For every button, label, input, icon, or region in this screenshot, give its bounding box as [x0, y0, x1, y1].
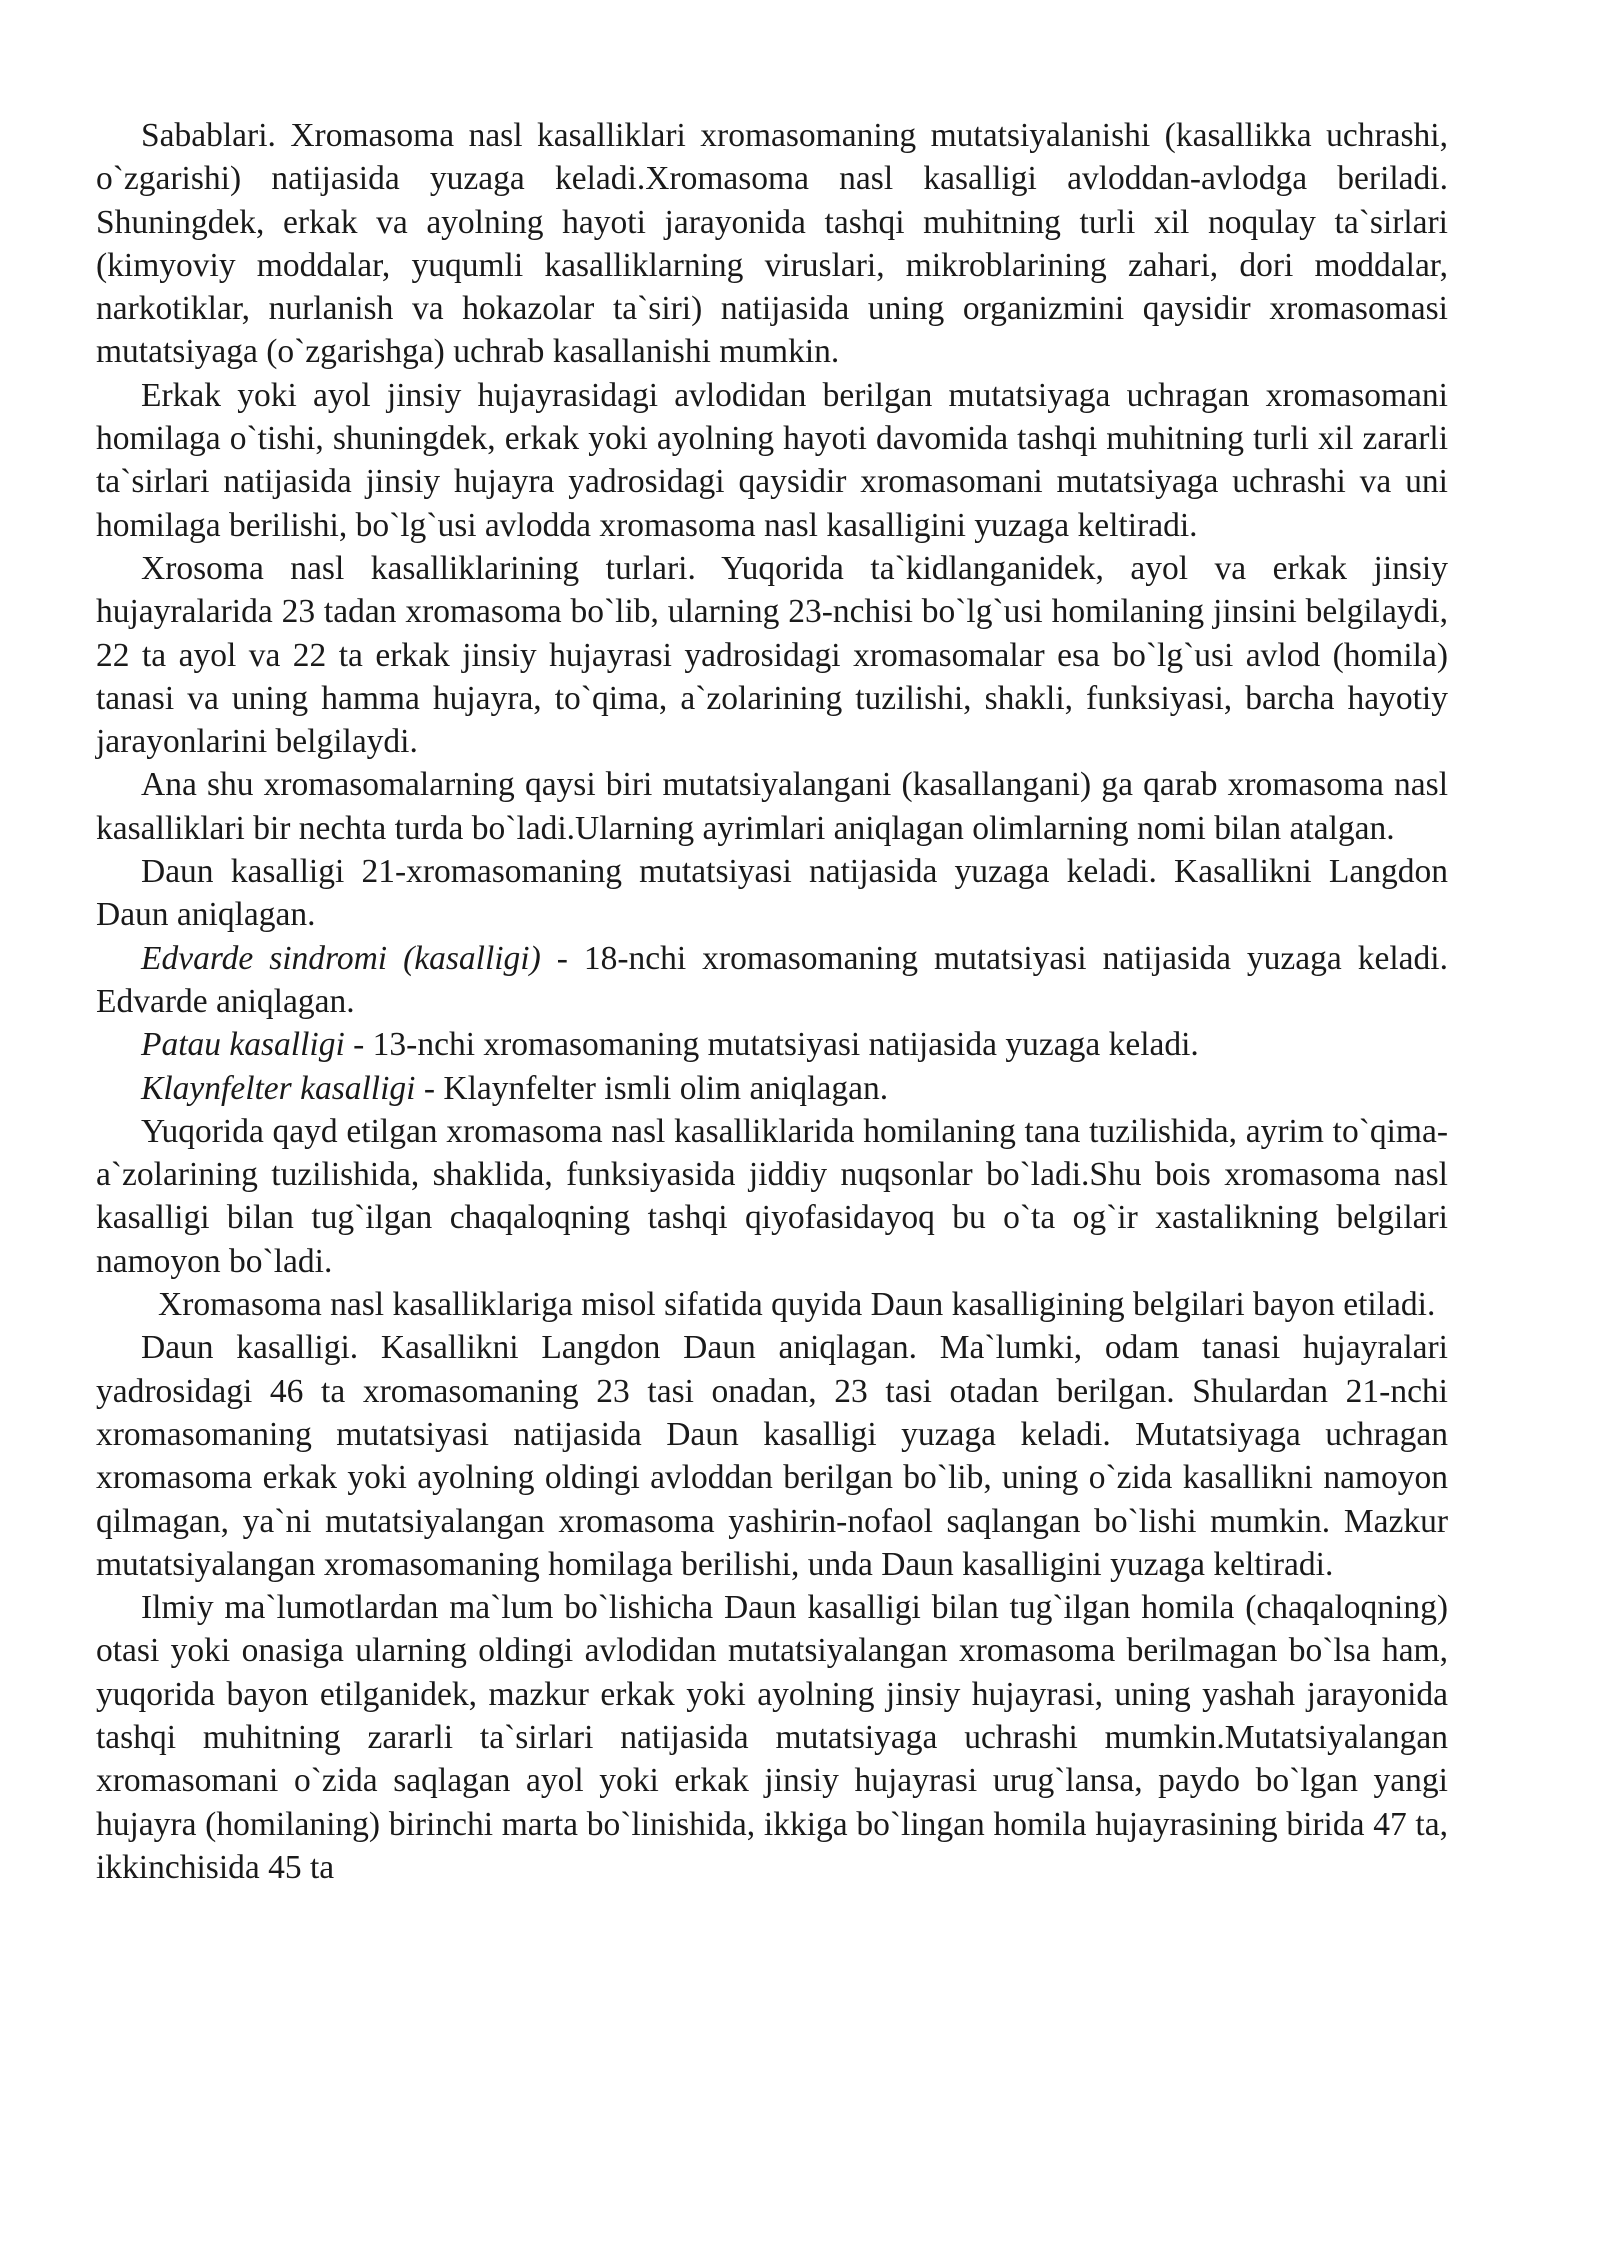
- paragraph-lead: Patau kasalligi: [141, 1026, 345, 1064]
- paragraph-text: - Klaynfelter ismli olim aniqlagan.: [415, 1069, 889, 1107]
- paragraph-yuqorida-qayd: [96, 1110, 1448, 1283]
- paragraph-sabablari: [96, 114, 1448, 374]
- paragraph-text: Xrosoma nasl kasalliklarining turlari. Yuqorida ta`kidlanganidek, ayol va erkak jinsiy hujayralarida 23 tadan xromasoma bo`lib, ularning 23-nchisi bo`lg`usi homilaning jinsini belgilaydi, 22 ta ayol va 22 ta erkak jinsiy hujayrasi yadrosidagi xromasomalar esa bo`lg`usi avlod (homila) tanasi va uning hamma hujayra, to`qima, a`zolarining tuzilishi, shakli, funksiyasi, barcha hayotiy jarayonlarini belgilaydi.: [96, 549, 1448, 761]
- paragraph-edvarde: [96, 937, 1448, 1024]
- paragraph-text: - 13-nchi xromasomaning mutatsiyasi natijasida yuzaga keladi.: [344, 1026, 1199, 1064]
- paragraph-text: Ana shu xromasomalarning qaysi biri mutatsiyalangani (kasallangani) ga qarab xromasoma nasl kasalliklari bir nechta turda bo`ladi.Ularning ayrimlari aniqlagan olimlarning nomi bilan atalgan.: [96, 766, 1448, 847]
- paragraph-turlari: [96, 547, 1448, 763]
- paragraph-daun-kasalligi-long: [96, 1326, 1448, 1586]
- paragraph-misol: [96, 1283, 1448, 1326]
- paragraph-text: - 18-nchi xromasomaning mutatsiyasi natijasida yuzaga keladi. Edvarde aniqlagan.: [96, 939, 1448, 1020]
- paragraph-lead: Edvarde sindromi (kasalligi): [141, 939, 541, 977]
- paragraph-klaynfelter: [96, 1067, 1448, 1110]
- paragraph-daun-kasalligi-short: [96, 850, 1448, 937]
- paragraph-text: Daun kasalligi. Kasallikni Langdon Daun aniqlagan. Ma`lumki, odam tanasi hujayralari yadrosidagi 46 ta xromasomaning 23 tasi onadan, 23 tasi otadan berilgan. Shulardan 21-nchi xromasomaning mutatsiyasi natijasida Daun kasalligi yuzaga keladi. Mutatsiyaga uchragan xromasoma erkak yoki ayolning oldingi avloddan berilgan bo`lib, uning o`zida kasallikni namoyon qilmagan, ya`ni mutatsiyalangan xromasoma yashirin-nofaol saqlangan bo`lishi mumkin. Mazkur mutatsiyalangan xromasomaning homilaga berilishi, unda Daun kasalligini yuzaga keltiradi.: [96, 1329, 1448, 1583]
- paragraph-text: Ilmiy ma`lumotlardan ma`lum bo`lishicha Daun kasalligi bilan tug`ilgan homila (chaqaloqning) otasi yoki onasiga ularning oldingi avlodidan mutatsiyalangan xromasoma berilmagan bo`lsa ham, yuqorida bayon etilganidek, mazkur erkak yoki ayolning jinsiy hujayrasi, uning yashah jarayonida tashqi muhitning zararli ta`sirlari natijasida mutatsiyaga uchrashi mumkin.Mutatsiyalangan xromasomani o`zida saqlagan ayol yoki erkak jinsiy hujayrasi urug`lansa, paydo bo`lgan yangi hujayra (homilaning) birinchi marta bo`linishida, ikkiga bo`lingan homila hujayrasining birida 47 ta, ikkinchisida 45 ta: [96, 1589, 1448, 1886]
- paragraph-erkak-yoki-ayol: [96, 374, 1448, 547]
- paragraph-text: Yuqorida qayd etilgan xromasoma nasl kasalliklarida homilaning tana tuzilishida, ayrim to`qima-a`zolarining tuzilishida, shaklida, funksiyasida jiddiy nuqsonlar bo`ladi.Shu bois xromasoma nasl kasalligi bilan tug`ilgan chaqaloqning tashqi qiyofasidayoq bu o`ta og`ir xastalikning belgilari namoyon bo`ladi.: [96, 1112, 1448, 1280]
- paragraph-ilmiy: [96, 1586, 1448, 1889]
- paragraph-ana-shu: [96, 763, 1448, 850]
- paragraph-text: Sabablari. Xromasoma nasl kasalliklari xromasomaning mutatsiyalanishi (kasallikka uchrashi, o`zgarishi) natijasida yuzaga keladi.Xromasoma nasl kasalligi avloddan-avlodga beriladi. Shuningdek, erkak va ayolning hayoti jarayonida tashqi muhitning turli xil noqulay ta`sirlari (kimyoviy moddalar, yuqumli kasalliklarning viruslari, mikroblarining zahari, dori moddalar, narkotiklar, nurlanish va hokazolar ta`siri) natijasida uning organizmini qaysidir xromasomasi mutatsiyaga (o`zgarishga) uchrab kasallanishi mumkin.: [96, 117, 1448, 371]
- paragraph-text: Xromasoma nasl kasalliklariga misol sifatida quyida Daun kasalligining belgilari bayon etiladi.: [158, 1286, 1436, 1324]
- document-page: [96, 114, 1448, 1889]
- paragraph-lead: Klaynfelter kasalligi: [141, 1069, 416, 1107]
- paragraph-text: Erkak yoki ayol jinsiy hujayrasidagi avlodidan berilgan mutatsiyaga uchragan xromasomani homilaga o`tishi, shuningdek, erkak yoki ayolning hayoti davomida tashqi muhitning turli xil zararli ta`sirlari natijasida jinsiy hujayra yadrosidagi qaysidir xromasomani mutatsiyaga uchrashi va uni homilaga berilishi, bo`lg`usi avlodda xromasoma nasl kasalligini yuzaga keltiradi.: [96, 376, 1448, 544]
- paragraph-text: Daun kasalligi 21-xromasomaning mutatsiyasi natijasida yuzaga keladi. Kasallikni Langdon Daun aniqlagan.: [96, 853, 1448, 934]
- paragraph-patau: [96, 1023, 1448, 1066]
